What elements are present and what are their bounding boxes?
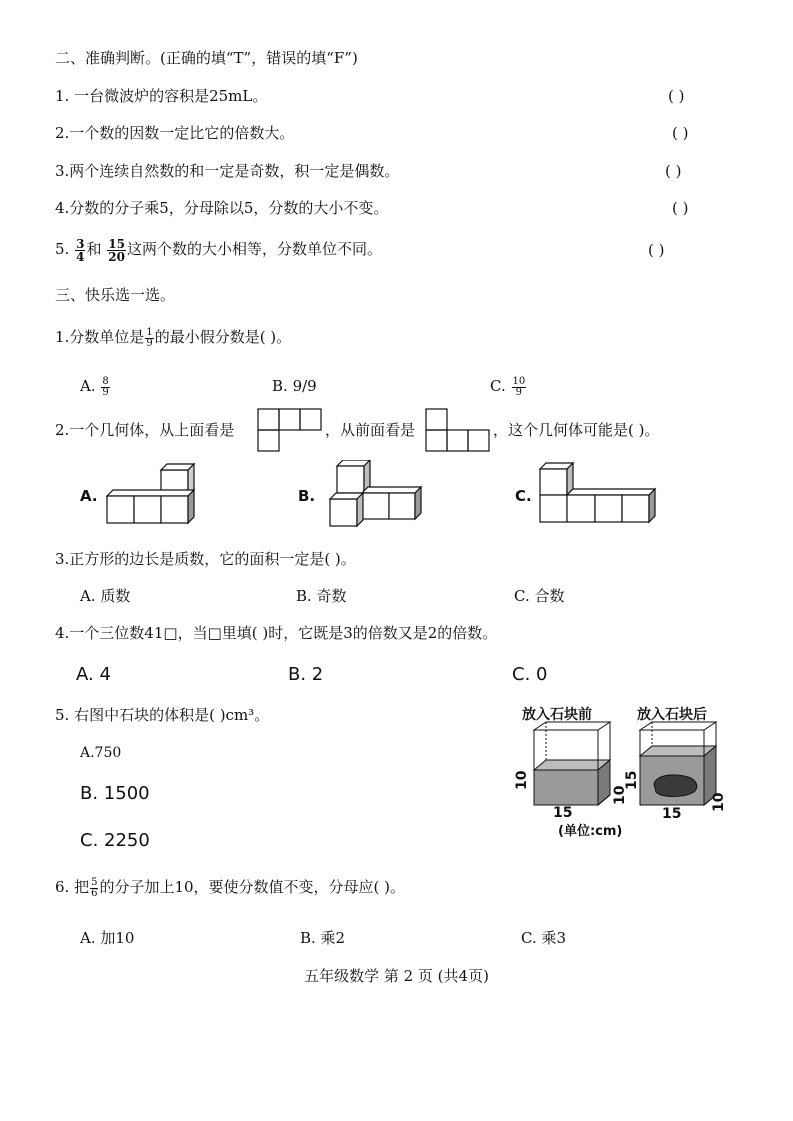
- tank-before-depth: 10: [612, 785, 628, 805]
- question-2-middle: ，从前面看是: [325, 421, 416, 439]
- page-footer: 五年级数学 第 2 页 (共4页): [304, 967, 489, 985]
- q2-option-a-label[interactable]: A.: [80, 487, 98, 505]
- q2-option-b-figure[interactable]: [327, 460, 425, 528]
- q2-option-c-label[interactable]: C.: [515, 487, 532, 505]
- tank-before-title: 放入石块前: [522, 707, 592, 723]
- q4-option-b[interactable]: B. 2: [288, 664, 324, 685]
- section2-title: 二、准确判断。(正确的填“T”，错误的填“F”): [55, 49, 358, 67]
- question-6-prefix: 6. 把: [55, 878, 90, 896]
- tank-after-depth: 10: [711, 792, 727, 812]
- q6-option-a[interactable]: A. 加10: [80, 929, 135, 947]
- front-view-figure: [425, 407, 491, 453]
- q3-option-b[interactable]: B. 奇数: [296, 587, 347, 605]
- fraction-5-6: $\frac{5}{6}$: [91, 876, 98, 899]
- q2-option-c-figure[interactable]: [538, 461, 660, 525]
- judge-blank-2[interactable]: ( ): [672, 124, 689, 142]
- q3-option-a[interactable]: A. 质数: [80, 587, 131, 605]
- q4-option-a[interactable]: A. 4: [76, 664, 111, 685]
- q2-option-b-label[interactable]: B.: [298, 487, 316, 505]
- question-3: 3.正方形的边长是质数，它的面积一定是( )。: [55, 550, 356, 568]
- judge-item-3: 3.两个连续自然数的和一定是奇数，积一定是偶数。: [55, 162, 400, 180]
- q1-option-b[interactable]: B. 9/9: [272, 377, 317, 395]
- question-2-prefix: 2.一个几何体，从上面看是: [55, 421, 235, 439]
- q2-option-a-figure[interactable]: [105, 462, 207, 526]
- judge-blank-5[interactable]: ( ): [648, 241, 665, 259]
- stone-shape: [654, 775, 697, 797]
- fraction-1-9: $\frac{1}{9}$: [146, 326, 153, 349]
- q5-option-a[interactable]: A.750: [80, 745, 122, 761]
- fraction-10-9: $\frac{10}{9}$: [512, 375, 526, 398]
- judge-item-5-suffix: 这两个数的大小相等，分数单位不同。: [126, 240, 382, 258]
- q5-option-c[interactable]: C. 2250: [80, 830, 150, 851]
- judge-blank-1[interactable]: ( ): [668, 87, 685, 105]
- tank-before-width: 15: [553, 805, 573, 821]
- judge-blank-4[interactable]: ( ): [672, 199, 689, 217]
- section3-title: 三、快乐选一选。: [55, 286, 176, 304]
- tank-before-height: 10: [514, 770, 530, 790]
- q3-option-c[interactable]: C. 合数: [514, 587, 565, 605]
- judge-item-5-prefix: 5.: [55, 240, 70, 258]
- fraction-8-9: $\frac{8}{9}$: [102, 375, 109, 398]
- top-view-figure: [257, 407, 323, 453]
- q4-option-c[interactable]: C. 0: [512, 664, 548, 685]
- judge-item-4: 4.分数的分子乘5，分母除以5，分数的大小不变。: [55, 199, 389, 217]
- judge-item-5: [55, 232, 382, 266]
- question-1-suffix: 的最小假分数是( )。: [154, 328, 292, 346]
- fraction-15-20: $\frac{15}{20}$: [108, 236, 125, 264]
- tank-after-width: 15: [662, 806, 682, 822]
- q1-option-a[interactable]: A. $\frac{8}{9}$: [80, 375, 109, 398]
- judge-item-1: 1. 一台微波炉的容积是25mL。: [55, 87, 268, 105]
- question-6-suffix: 的分子加上10，要使分数值不变，分母应( )。: [99, 878, 406, 896]
- question-6: [55, 872, 405, 902]
- judge-item-5-join: 和: [86, 240, 102, 258]
- q1-option-c[interactable]: C. $\frac{10}{9}$: [490, 375, 526, 398]
- judge-item-2: 2.一个数的因数一定比它的倍数大。: [55, 124, 295, 142]
- tank-unit-label: (单位:cm): [558, 824, 623, 839]
- question-4: 4.一个三位数41□，当□里填( )时，它既是3的倍数又是2的倍数。: [55, 624, 498, 642]
- tank-after-height: 15: [624, 770, 640, 790]
- judge-blank-3[interactable]: ( ): [665, 162, 682, 180]
- tanks-figure: [512, 720, 734, 826]
- fraction-3-4: $\frac{3}{4}$: [76, 236, 85, 264]
- q6-option-c[interactable]: C. 乘3: [521, 929, 567, 947]
- question-2-suffix: ，这个几何体可能是( )。: [493, 421, 660, 439]
- q6-option-b[interactable]: B. 乘2: [300, 929, 346, 947]
- question-5: 5. 右图中石块的体积是( )cm³。: [55, 706, 270, 724]
- q5-option-b[interactable]: B. 1500: [80, 783, 150, 804]
- question-1-prefix: 1.分数单位是: [55, 328, 145, 346]
- question-1: [55, 322, 291, 352]
- tank-after-title: 放入石块后: [637, 707, 707, 723]
